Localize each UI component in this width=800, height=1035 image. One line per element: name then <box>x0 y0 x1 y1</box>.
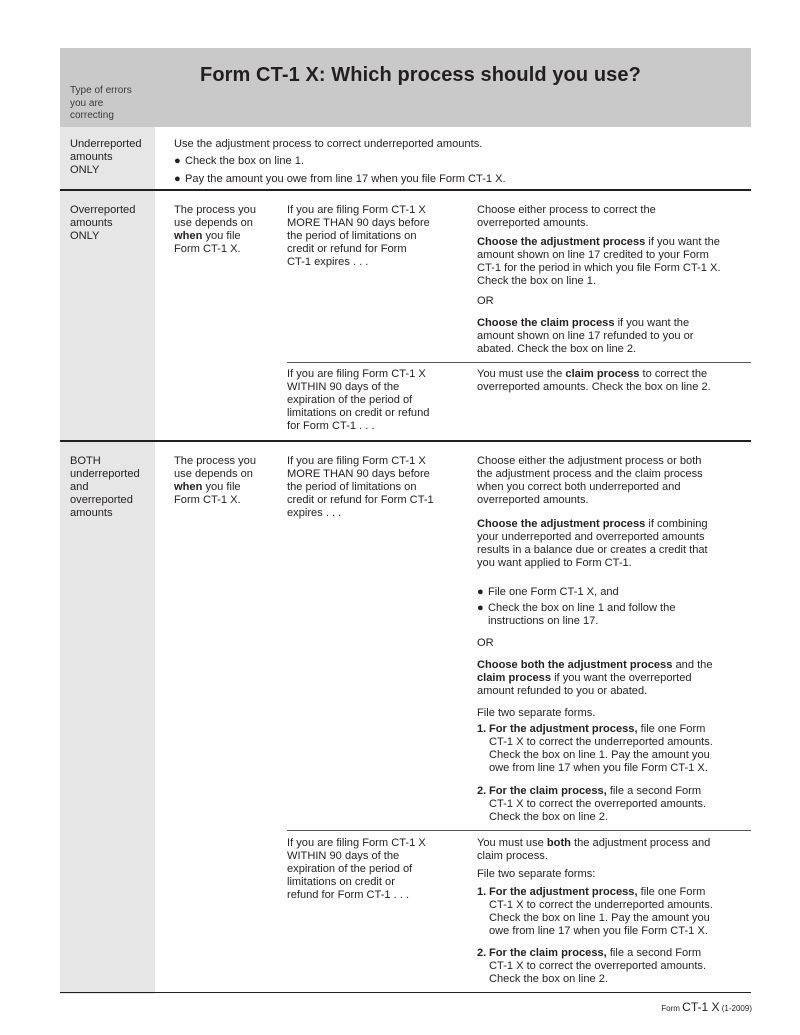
table-bottom-rule <box>60 992 751 993</box>
row3-either: Choose either the adjustment process or both the adjustment process and the claim process when you correct both underreported and overreported amounts. <box>477 455 703 506</box>
bullet-icon: ● <box>174 155 181 167</box>
row-divider <box>60 440 751 442</box>
row3-both: Choose both the adjustment process and the claim process if you want the overreported amount refunded to you or abated. <box>477 659 713 697</box>
category-overreported-only: Overreported amounts ONLY <box>70 204 136 242</box>
row2-adjustment: Choose the adjustment process if you want the amount shown on line 17 credited to your Form CT-1 for the period in which you file Form CT-1 X. Check the box on line 1. <box>477 236 721 287</box>
sub-row-divider <box>287 362 751 363</box>
row3-file-two-2: File two separate forms: <box>477 868 596 880</box>
row3-must-both: You must use both the adjustment process and claim process. <box>477 837 711 862</box>
row2-or: OR <box>477 295 494 307</box>
category-underreported-only: Underreported amounts ONLY <box>70 138 142 176</box>
row2-depends: The process you use depends on when you file Form CT-1 X. <box>174 204 257 255</box>
row3-adjustment: Choose the adjustment process if combining your underreported and overreported amounts results in a balance due or creates a credit that you want applied to Form CT-1. <box>477 518 708 569</box>
category-both: BOTH underreported and overreported amounts <box>70 455 140 519</box>
row-divider <box>60 189 751 191</box>
row3-or: OR <box>477 637 494 649</box>
row2-must-claim: You must use the claim process to correct the overreported amounts. Check the box on line 2. <box>477 368 711 393</box>
row2-more-than-90: If you are filing Form CT-1 X MORE THAN 90 days before the period of limitations on credit or refund for Form CT-1 expires . . . <box>287 204 430 268</box>
page-title: Form CT-1 X: Which process should you use? <box>200 64 641 86</box>
row3-within-90: If you are filing Form CT-1 X WITHIN 90 days of the expiration of the period of limitations on credit or refund for Form CT-1 . . . <box>287 837 426 901</box>
row2-claim: Choose the claim process if you want the amount shown on line 17 refunded to you or abated. Check the box on line 2. <box>477 317 694 355</box>
form-footer: Form CT-1 X (1-2009) <box>661 1000 752 1014</box>
row1-intro: Use the adjustment process to correct underreported amounts. <box>174 138 483 150</box>
sub-row-divider <box>287 830 751 831</box>
row3-file-two: File two separate forms. <box>477 707 596 719</box>
form-page: Type of errors you are correcting Form CT-1 X: Which process should you use? Underreported amounts ONLY Use the adjustment process to correct underreported amounts. ● Check the box on line 1. ● Pay the amount you owe from line 17 when you file Form CT-1 X. Overreported amounts ONLY The process you use depends on when you file Form CT-1 X. If you are filing Form CT-1 X MORE THAN 90 days before the period of limitations on credit or refund for Form CT-1 expires . . . Choose either process to correct the overreported amounts. Choose the adjustment process if you want the amount shown on line 17 credited to your Form CT-1 for the period in which you file Form CT-1 X. Check the box on line 1. OR Choose the claim process if you want the amount shown on line 17 refunded to you or abated. Check the box on line 2. If you are filing Form CT-1 X WITHIN 90 days of the expiration of the period of limitations on credit or refund for Form CT-1 . . . You must use the claim process to correct the overreported amounts. Check the box on line 2. BOTH underreported and overreported amounts The process you use depends on when you file Form CT-1 X. If you are filing Form CT-1 X MORE THAN 90 days before the period of limitations on credit or refund for Form CT-1 expires . . . Choose either the adjustment process or both the adjustment process and the claim process when you correct both underreported and overreported amounts. Choose the adjustment process if combining your underreported and overreported amounts results in a balance due or creates a credit that you want applied to Form CT-1. ● File one Form CT-1 X, and ● Check the box on line 1 and follow the instructions on line 17. OR Choose both the adjustment process and the claim process if you want the overreported amount refunded to you or abated. File two separate forms. 1. For the adjustment process, file one Form CT-1 X to correct the underreported amounts. Check the box on line 1. Pay the amount you owe from line 17 when you file Form CT-1 X. 2. For the claim process, file a second Form CT-1 X to correct the overreported amounts. Check the box on line 2. If you are filing Form CT-1 X WITHIN 90 days of the expiration of the period of limitations on credit or refund for Form CT-1 . . . You must use both the adjustment process and claim process. File two separate forms: 1. For the adjustment process, file one Form CT-1 X to correct the underreported amounts. Check the box on line 1. Pay the amount you owe from line 17 when you file Form CT-1 X. 2. For the claim process, file a second Form CT-1 X to correct the overreported amounts. Check the box on line 2. <box>60 48 751 994</box>
row3-depends: The process you use depends on when you file Form CT-1 X. <box>174 455 257 506</box>
row3-more-than-90: If you are filing Form CT-1 X MORE THAN 90 days before the period of limitations on credit or refund for Form CT-1 expires . . . <box>287 455 434 519</box>
bullet-icon: ● <box>174 173 181 185</box>
row2-either: Choose either process to correct the overreported amounts. <box>477 204 656 229</box>
row2-within-90: If you are filing Form CT-1 X WITHIN 90 days of the expiration of the period of limitations on credit or refund for Form CT-1 . . . <box>287 368 430 432</box>
bullet-icon: ● <box>477 602 484 614</box>
bullet-icon: ● <box>477 586 484 598</box>
header-band <box>60 48 751 127</box>
column-heading: Type of errors you are correcting <box>70 85 132 121</box>
